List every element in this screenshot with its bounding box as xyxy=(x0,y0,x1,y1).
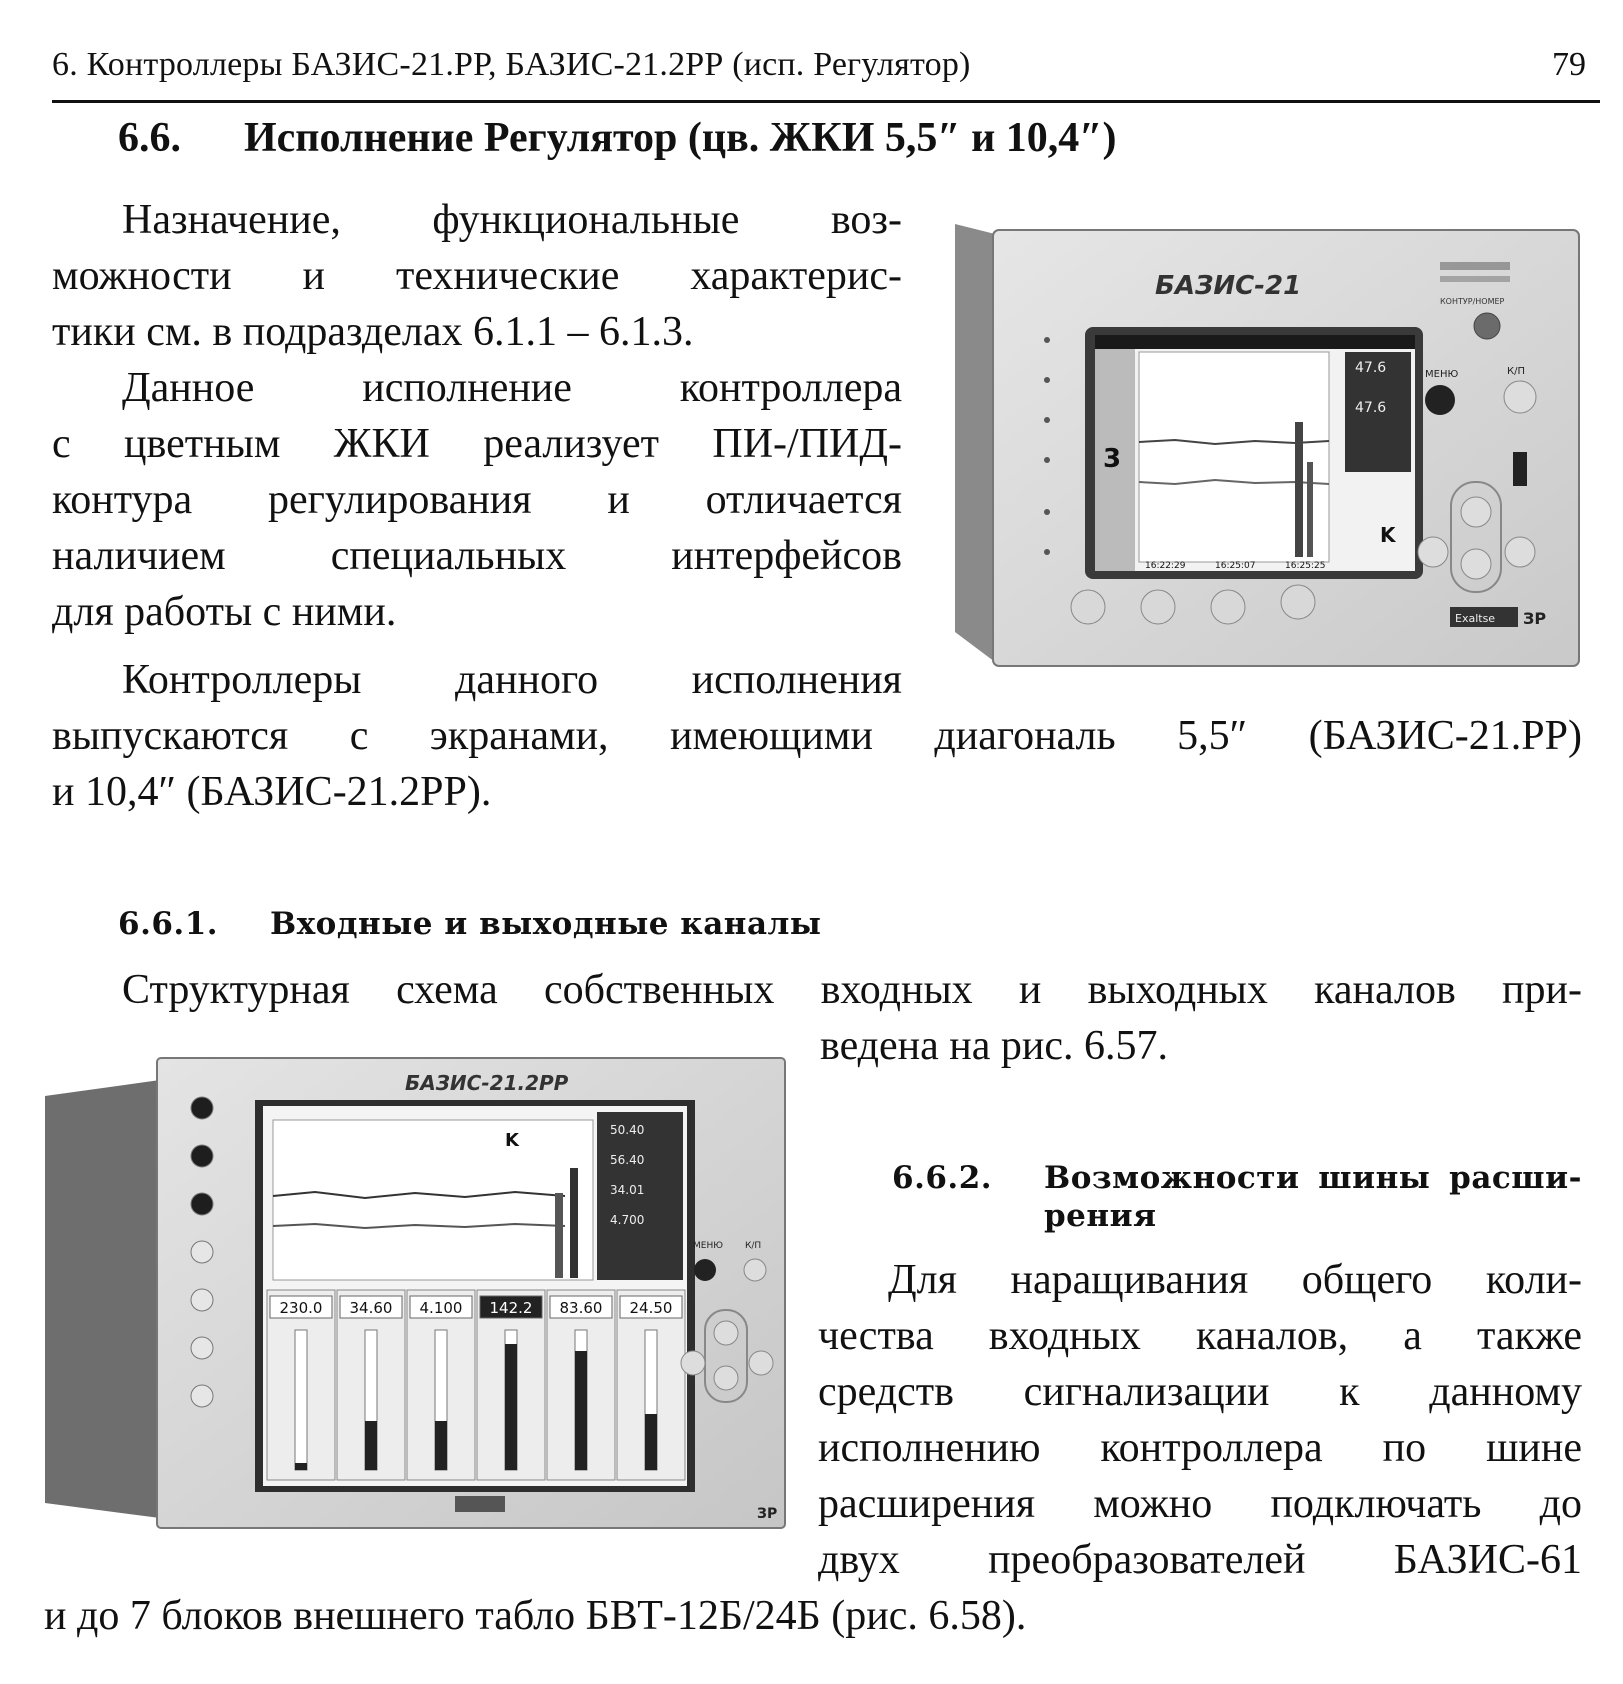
p662-line-3: средств сигнализации к данному xyxy=(818,1369,1582,1415)
readout-bar-fill xyxy=(435,1421,447,1470)
device2-side-value-1: 50.40 xyxy=(610,1123,645,1137)
device2-side-value-3: 34.01 xyxy=(610,1183,645,1197)
paragraph-expansion-bus xyxy=(818,1252,1582,1588)
p661-line-2: ведена на рис. 6.57. xyxy=(820,1023,1169,1069)
readout-value: 230.0 xyxy=(279,1299,323,1317)
section-number: 6.6.2. xyxy=(892,1160,993,1196)
running-header xyxy=(52,42,1600,103)
controller-photo-5-5 xyxy=(955,212,1583,672)
p661-line-1: Структурная схема собственных входных и выходных каналов при- xyxy=(122,967,1582,1013)
indicator-button xyxy=(191,1241,213,1263)
device1-time-1: 16:22:29 xyxy=(1145,561,1186,571)
device2-vendor: ЗР xyxy=(757,1506,778,1522)
p3-line-1: Контроллеры данного исполнения xyxy=(122,657,902,703)
p1-line-3: тики см. в подразделах 6.1.1 – 6.1.3. xyxy=(52,309,694,355)
p2-line-4: наличием специальных интерфейсов xyxy=(52,533,902,579)
p1-line-2: можности и технические характерис- xyxy=(52,253,902,299)
paragraph-description xyxy=(52,360,902,640)
readout-value: 34.60 xyxy=(349,1299,393,1317)
paragraph-expansion-bus-end xyxy=(44,1588,1582,1644)
section-heading-6-6-2 xyxy=(892,1160,1582,1234)
p2-line-2: с цветным ЖКИ реализует ПИ-/ПИД- xyxy=(52,421,902,467)
device2-side-value-4: 4.700 xyxy=(610,1213,645,1227)
p662-line-5: расширения можно подключать до xyxy=(818,1481,1582,1527)
section-title: Исполнение Регулятор (цв. ЖКИ 5,5″ и 10,4″) xyxy=(244,115,1117,161)
paragraph-purpose xyxy=(52,192,902,360)
section-title-line-2: рения xyxy=(1044,1198,1157,1234)
p662-line-1: Для наращивания общего коли- xyxy=(888,1257,1582,1303)
p662-line-4: исполнению контроллера по шине xyxy=(818,1425,1582,1471)
device1-time-2: 16:25:07 xyxy=(1215,561,1256,571)
indicator-button xyxy=(191,1337,213,1359)
p3-line-2: выпускаются с экранами, имеющими диагональ 5,5″ (БАЗИС-21.РР) xyxy=(52,713,1582,759)
device1-screen-digit: 3 xyxy=(1103,444,1122,474)
controller-photo-10-4 xyxy=(45,1048,790,1536)
device2-menu-label: МЕНЮ xyxy=(693,1241,723,1251)
device1-logo: Exaltse xyxy=(1455,612,1496,625)
readout-value: 4.100 xyxy=(419,1299,463,1317)
readout-value: 24.50 xyxy=(629,1299,673,1317)
readout-bar-fill xyxy=(575,1351,587,1470)
section-title-line-1: Возможности шины расши- xyxy=(1044,1160,1582,1196)
p2-line-5: для работы с ними. xyxy=(52,589,397,635)
readout-value: 83.60 xyxy=(559,1299,603,1317)
section-heading-6-6-1 xyxy=(118,906,822,942)
readout-bar-track xyxy=(295,1330,307,1470)
p662-line-6: двух преобразователей БАЗИС-61 xyxy=(818,1537,1582,1583)
device2-mode-label: К/П xyxy=(745,1241,762,1251)
section-title: Входные и выходные каналы xyxy=(270,906,822,942)
page-number: 79 xyxy=(1552,46,1586,83)
readout-bar-fill xyxy=(365,1421,377,1470)
p662-last-line: и до 7 блоков внешнего табло БВТ-12Б/24Б (рис. 6.58). xyxy=(44,1593,1027,1639)
indicator-button xyxy=(191,1385,213,1407)
device2-side-value-2: 56.40 xyxy=(610,1153,645,1167)
section-number: 6.6.1. xyxy=(118,906,219,942)
device1-vendor: ЗР xyxy=(1523,609,1547,628)
section-heading-6-6 xyxy=(118,114,1116,162)
indicator-button xyxy=(191,1145,213,1167)
device1-value-2: 47.6 xyxy=(1355,400,1387,416)
p2-line-1: Данное исполнение контроллера xyxy=(122,365,902,411)
indicator-button xyxy=(191,1097,213,1119)
p2-line-3: контура регулирования и отличается xyxy=(52,477,902,523)
indicator-button xyxy=(191,1289,213,1311)
device2-brand: БАЗИС-21.2РР xyxy=(405,1071,569,1095)
device1-brand: БАЗИС-21 xyxy=(1155,271,1302,301)
readout-value: 142.2 xyxy=(489,1299,533,1317)
p3-line-3: и 10,4″ (БАЗИС-21.2РР). xyxy=(52,769,492,815)
paragraph-screens xyxy=(52,652,1582,820)
p662-line-2: чества входных каналов, а также xyxy=(818,1313,1582,1359)
device1-value-1: 47.6 xyxy=(1355,360,1387,376)
device1-mode-label: К/П xyxy=(1507,366,1525,377)
indicator-button xyxy=(191,1193,213,1215)
p1-line-1: Назначение, функциональные воз- xyxy=(122,197,902,243)
running-title: 6. Контроллеры БАЗИС-21.РР, БАЗИС-21.2РР (исп. Регулятор) xyxy=(52,46,971,83)
device2-mode-letter: K xyxy=(505,1130,519,1151)
device1-menu-label: МЕНЮ xyxy=(1425,369,1459,380)
device1-mode-letter: K xyxy=(1380,523,1396,547)
section-number: 6.6. xyxy=(118,115,181,161)
readout-bar-fill xyxy=(505,1344,517,1470)
device1-panel-label: КОНТУР/НОМЕР xyxy=(1440,297,1505,306)
device1-time-3: 16:25:25 xyxy=(1285,561,1326,571)
readout-bar-fill xyxy=(645,1414,657,1470)
readout-bar-fill xyxy=(295,1463,307,1470)
